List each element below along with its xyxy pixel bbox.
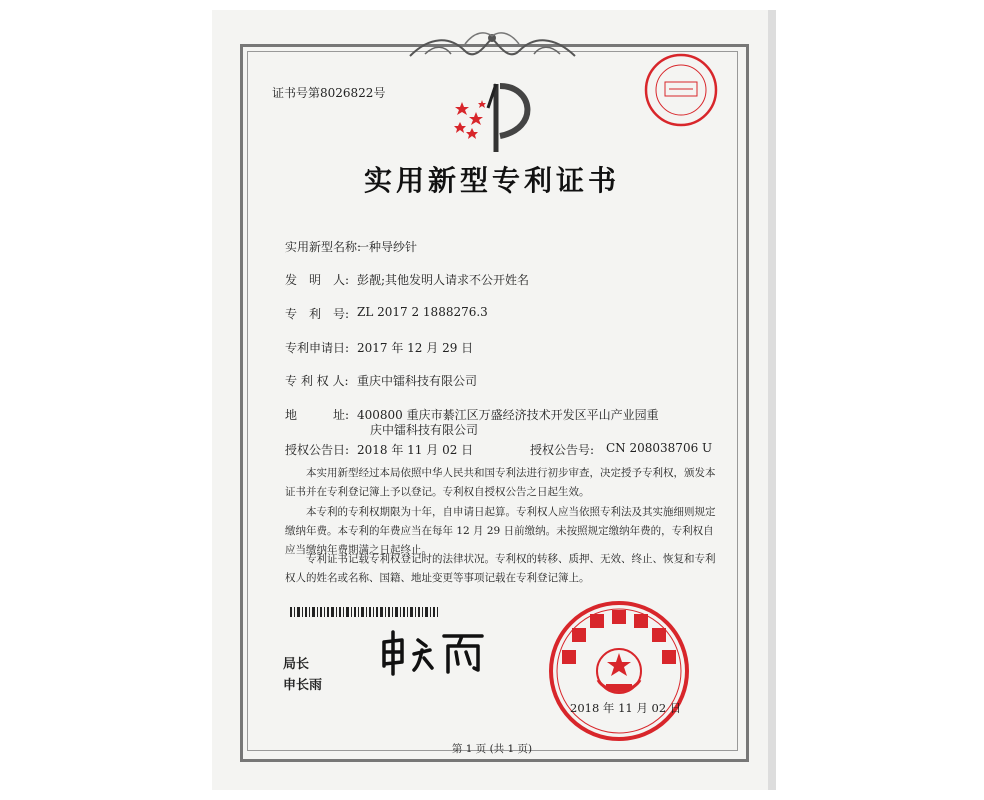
field-label-application-date: 专利申请日: bbox=[285, 341, 350, 355]
field-label-address: 地 址: bbox=[285, 408, 350, 422]
barcode-icon bbox=[290, 607, 438, 617]
patent-office-logo-icon bbox=[448, 78, 544, 156]
issue-date: 2018 年 11 月 02 日 bbox=[570, 701, 682, 715]
top-ornament bbox=[405, 26, 580, 66]
announce-no-value: CN 208038706 U bbox=[606, 441, 713, 455]
tax-seal-stamp bbox=[643, 52, 719, 128]
field-value-name: 一种导纱针 bbox=[357, 240, 418, 254]
certificate-number: 证书号第8026822号 bbox=[272, 86, 386, 100]
paper-edge bbox=[768, 10, 776, 790]
field-label-name: 实用新型名称: bbox=[285, 240, 362, 254]
handwritten-signature bbox=[378, 628, 488, 676]
field-label-patentee: 专 利 权 人: bbox=[285, 374, 349, 388]
field-value-patent-no: ZL 2017 2 1888276.3 bbox=[357, 305, 488, 319]
official-seal-stamp bbox=[546, 598, 692, 744]
announce-date-value: 2018 年 11 月 02 日 bbox=[357, 443, 474, 457]
field-value-address-line2: 庆中镭科技有限公司 bbox=[370, 423, 479, 437]
field-value-address: 400800 重庆市綦江区万盛经济技术开发区平山产业园重 bbox=[357, 408, 659, 422]
certificate-title: 实用新型专利证书 bbox=[363, 164, 620, 197]
body-paragraph-1: 本实用新型经过本局依照中华人民共和国专利法进行初步审查，决定授予专利权，颁发本证书并在专利登记簿上予以登记。专利权自授权公告之日起生效。 bbox=[285, 467, 716, 498]
page-number: 第 1 页 (共 1 页) bbox=[451, 743, 533, 755]
body-paragraph-2: 本专利的专利权期限为十年，自申请日起算。专利权人应当依照专利法及其实施细则规定缴纳年费。本专利的年费应当在每年 12 月 29 日前缴纳。未按照规定缴纳年费的，专利权自应当缴纳年费期满之日起终止。 bbox=[285, 506, 716, 556]
field-value-inventor: 彭靓;其他发明人请求不公开姓名 bbox=[357, 273, 530, 287]
signatory-name: 申长雨 bbox=[283, 678, 323, 693]
announce-date-label: 授权公告日: bbox=[285, 443, 350, 457]
signatory-title: 局长 bbox=[283, 657, 310, 672]
field-label-patent-no: 专 利 号: bbox=[285, 307, 350, 321]
body-paragraph-3: 专利证书记载专利权登记时的法律状况。专利权的转移、质押、无效、终止、恢复和专利权人的姓名或名称、国籍、地址变更等事项记载在专利登记簿上。 bbox=[285, 553, 716, 584]
field-label-inventor: 发 明 人: bbox=[285, 273, 350, 287]
field-value-application-date: 2017 年 12 月 29 日 bbox=[357, 341, 474, 355]
announce-no-label: 授权公告号: bbox=[530, 443, 595, 457]
field-value-patentee: 重庆中镭科技有限公司 bbox=[357, 374, 478, 388]
